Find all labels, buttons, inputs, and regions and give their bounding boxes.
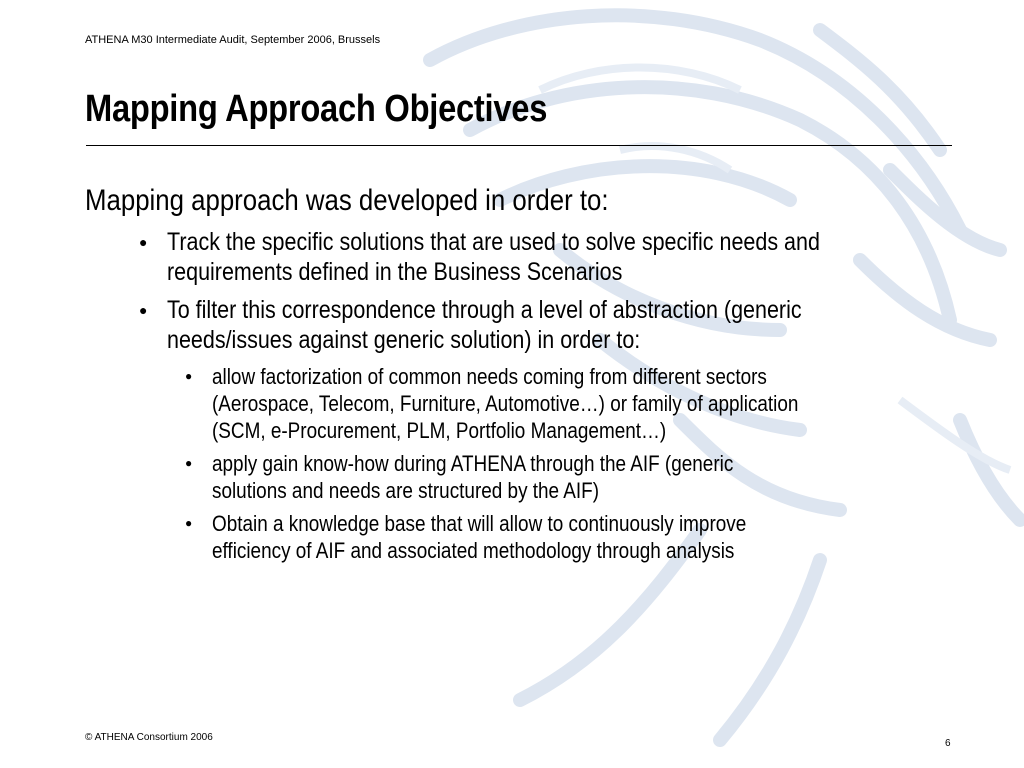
list-item: [85, 227, 965, 287]
list-item: [85, 295, 965, 564]
title-divider: [86, 145, 952, 146]
sub-bullet-text-line: allow factorization of common needs coming from different sectors: [212, 364, 767, 389]
sub-bullet-dot-icon: ●: [185, 516, 193, 530]
sub-bullet-dot-icon: ●: [185, 456, 193, 470]
sub-bullet-dot-icon: ●: [185, 369, 193, 383]
bullet-text-line: needs/issues against generic solution) in order to:: [167, 326, 641, 354]
sub-bullet-text-line: Obtain a knowledge base that will allow to continuously improve: [212, 511, 747, 536]
bullet-text-line: Track the specific solutions that are used to solve specific needs and: [167, 228, 820, 256]
lead-text: Mapping approach was developed in order to:: [85, 184, 609, 217]
bullet-text-line: requirements defined in the Business Scenarios: [167, 258, 623, 286]
sub-bullet-list: [167, 363, 965, 564]
sub-list-item: [85, 510, 965, 564]
sub-bullet-text-line: apply gain know-how during ATHENA through the AIF (generic: [212, 451, 734, 476]
bullet-text-line: To filter this correspondence through a level of abstraction (generic: [167, 296, 802, 324]
sub-list-item: [85, 363, 965, 444]
bullet-dot-icon: ●: [139, 302, 148, 318]
sub-bullet-text-line: (SCM, e-Procurement, PLM, Portfolio Management…): [212, 418, 667, 443]
presentation-header: ATHENA M30 Intermediate Audit, September 2006, Brussels: [85, 34, 381, 46]
sub-bullet-text-line: efficiency of AIF and associated methodology through analysis: [212, 538, 735, 563]
copyright-footer: © ATHENA Consortium 2006: [85, 732, 213, 743]
sub-bullet-text-line: solutions and needs are structured by the AIF): [212, 478, 600, 503]
sub-bullet-text-line: (Aerospace, Telecom, Furniture, Automotive…) or family of application: [212, 391, 799, 416]
page-number: 6: [945, 738, 951, 749]
bullet-dot-icon: ●: [139, 234, 148, 250]
slide-body: [85, 181, 965, 572]
slide-title: Mapping Approach Objectives: [85, 88, 548, 130]
bullet-list: [85, 227, 965, 564]
sub-list-item: [85, 450, 965, 504]
